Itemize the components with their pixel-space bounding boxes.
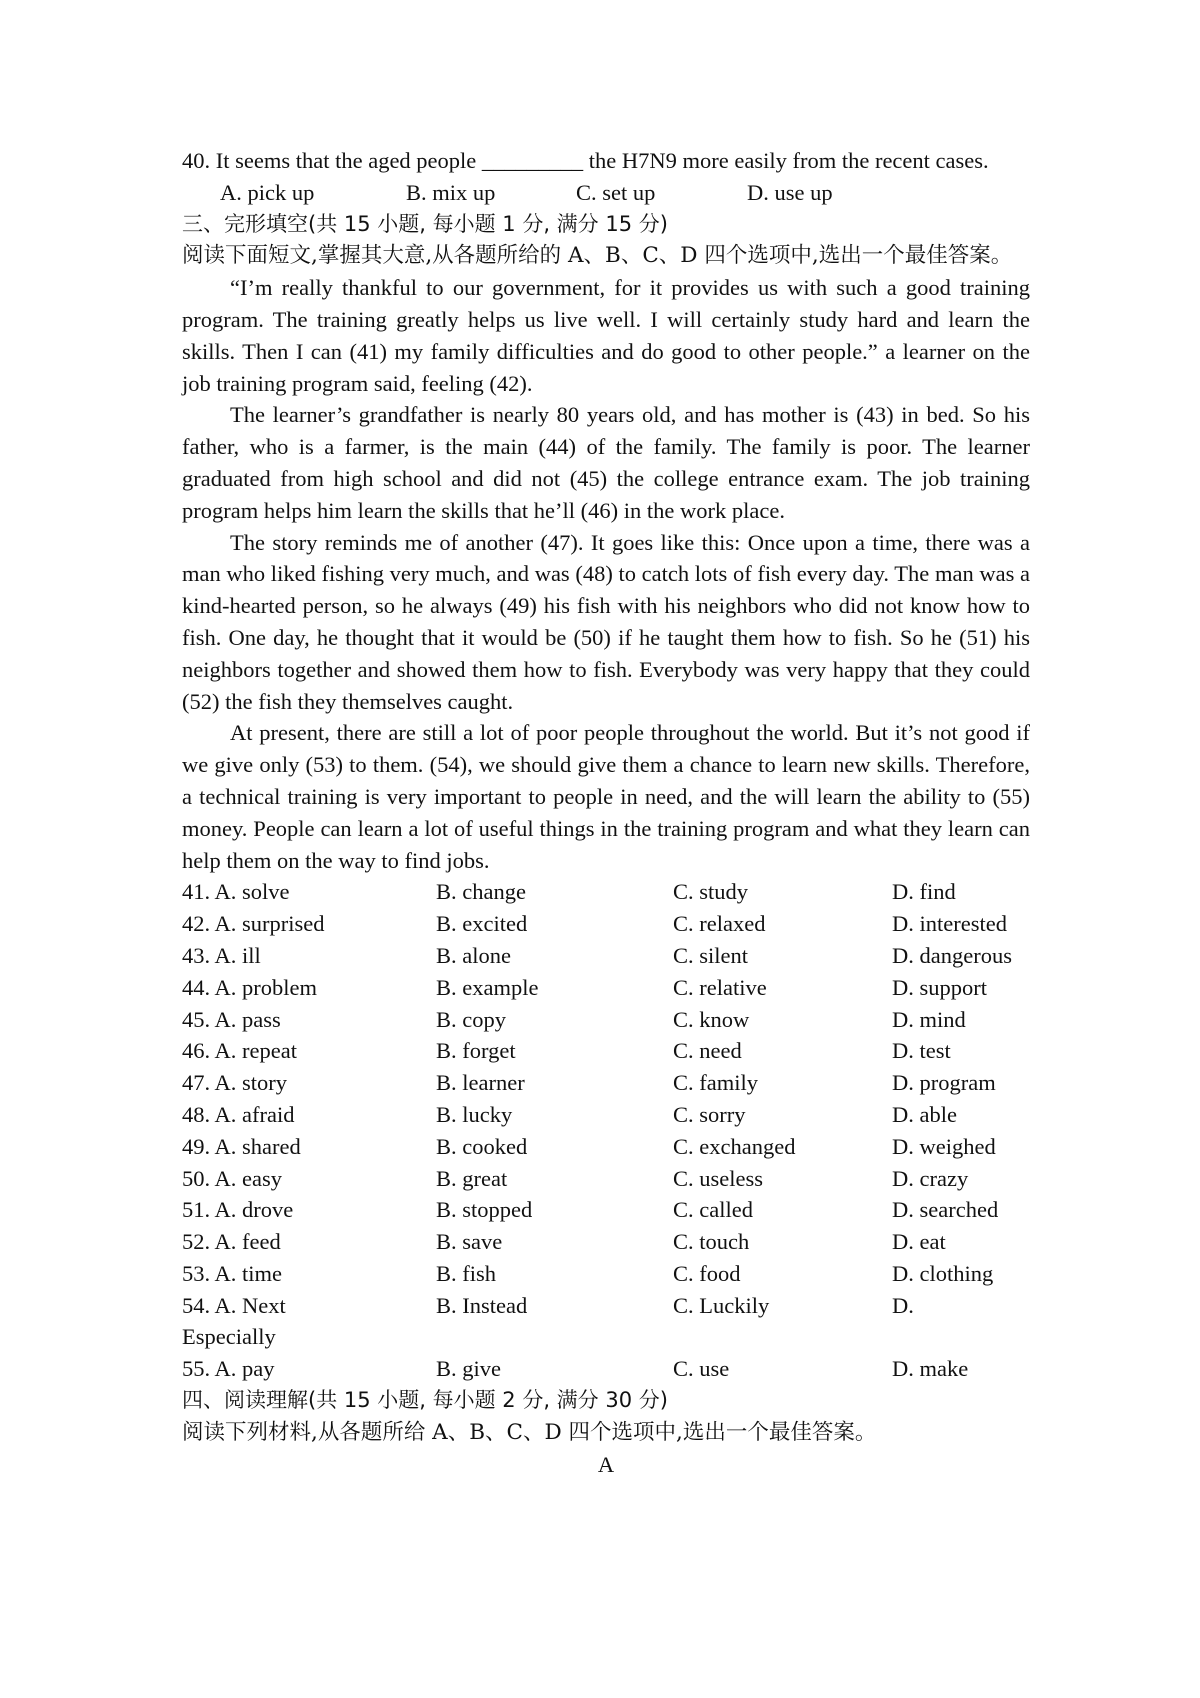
option-a: 42. A. surprised: [182, 911, 325, 937]
option-c: C. relaxed: [673, 911, 766, 937]
option-c: C. Luckily: [673, 1292, 770, 1318]
option-d: D. support: [892, 974, 987, 1000]
option-d: D. clothing: [892, 1260, 994, 1286]
option-c: C. relative: [673, 974, 767, 1000]
option-d: D. make: [892, 1356, 969, 1382]
option-b: B. copy: [436, 1006, 506, 1032]
option-d: D. find: [892, 879, 956, 905]
option-d: D. mind: [892, 1006, 966, 1032]
option-c: C. touch: [673, 1229, 750, 1255]
option-a: 51. A. drove: [182, 1197, 294, 1223]
question-row: [182, 940, 1030, 972]
option-a: 52. A. feed: [182, 1229, 281, 1255]
option-d: D. program: [892, 1070, 996, 1096]
option-d: D. eat: [892, 1229, 946, 1255]
option-b: B. save: [436, 1229, 503, 1255]
question-row: [182, 972, 1030, 1004]
option-b: B. forget: [436, 1038, 516, 1064]
option-b: B. lucky: [436, 1101, 513, 1127]
option-a: 53. A. time: [182, 1260, 282, 1286]
q40-options: [182, 177, 1030, 209]
option-d: D. searched: [892, 1197, 999, 1223]
question-row: [182, 1004, 1030, 1036]
section3-instruction: 阅读下面短文,掌握其大意,从各题所给的 A、B、C、D 四个选项中,选出一个最佳答案。: [182, 243, 1013, 269]
option-b: B. Instead: [436, 1292, 528, 1318]
option-a: 54. A. Next: [182, 1292, 286, 1318]
q54-option-d-continuation: Especially: [182, 1324, 276, 1350]
question-row: [182, 876, 1030, 908]
question-row: [182, 1290, 1030, 1322]
option-d: D. able: [892, 1101, 957, 1127]
option-c: C. silent: [673, 942, 749, 968]
option-c: C. use: [673, 1356, 730, 1382]
question-row: [182, 1067, 1030, 1099]
section4-title: 四、阅读理解(共 15 小题, 每小题 2 分, 满分 30 分): [182, 1388, 668, 1413]
q40-stem: 40. It seems that the aged people _________ the H7N9 more easily from the recent cases.: [182, 148, 989, 173]
section4-instruction: 阅读下列材料,从各题所给 A、B、C、D 四个选项中,选出一个最佳答案。: [182, 1419, 877, 1445]
option-c: C. family: [673, 1070, 758, 1096]
option-d: D. crazy: [892, 1165, 969, 1191]
option-b: B. change: [436, 879, 526, 905]
q40-option-c: C. set up: [576, 179, 656, 205]
option-a: 45. A. pass: [182, 1006, 281, 1032]
option-a: 55. A. pay: [182, 1356, 275, 1382]
option-a: 44. A. problem: [182, 974, 317, 1000]
option-a: 43. A. ill: [182, 942, 261, 968]
cloze-options-list: [182, 876, 1030, 1385]
option-c: C. sorry: [673, 1101, 746, 1127]
option-b: B. example: [436, 974, 539, 1000]
option-d: D.: [892, 1292, 914, 1318]
option-a: 46. A. repeat: [182, 1038, 297, 1064]
question-row: [182, 1226, 1030, 1258]
option-b: B. give: [436, 1356, 501, 1382]
q40-option-a: A. pick up: [220, 179, 315, 205]
cloze-paragraph-1: “I’m really thankful to our government, for it provides us with such a good training program. The training greatly helps us live well. I will certainly study hard and learn the skills. Then I can (41) my family difficulties and do good to other people.” a learner on the job training program said, feeling (42).: [182, 275, 1030, 396]
option-a: 48. A. afraid: [182, 1101, 295, 1127]
option-a: 50. A. easy: [182, 1165, 282, 1191]
exam-page: [182, 145, 1030, 1480]
question-row: [182, 1099, 1030, 1131]
option-b: B. excited: [436, 911, 528, 937]
option-c: C. know: [673, 1006, 750, 1032]
option-c: C. called: [673, 1197, 753, 1223]
question-row: [182, 1163, 1030, 1195]
option-b: B. learner: [436, 1070, 525, 1096]
option-b: B. cooked: [436, 1133, 528, 1159]
cloze-paragraph-3: The story reminds me of another (47). It goes like this: Once upon a time, there was a man who liked fishing very much, and was (48) to catch lots of fish every day. The man was a kind-hearted person, so he always (49) his fish with his neighbors who did not know how to fish. One day, he thought that it would be (50) if he taught them how to fish. So he (51) his neighbors together and showed them how to fish. Everybody was very happy that they could (52) the fish they themselves caught.: [182, 529, 1030, 714]
q40-option-b: B. mix up: [406, 179, 496, 205]
q40-option-d: D. use up: [747, 179, 833, 205]
question-row: [182, 1258, 1030, 1290]
option-a: 49. A. shared: [182, 1133, 301, 1159]
option-c: C. exchanged: [673, 1133, 796, 1159]
option-b: B. great: [436, 1165, 508, 1191]
passage-label: A: [597, 1451, 615, 1477]
cloze-paragraph-4: At present, there are still a lot of poor people throughout the world. But it’s not good if we give only (53) to them. (54), we should give them a chance to learn new skills. Therefore, a technical training is very important to people in need, and the will learn the ability to (55) money. People can learn a lot of useful things in the training program and what they learn can help them on the way to find jobs.: [182, 720, 1030, 873]
question-row: [182, 1035, 1030, 1067]
option-d: D. interested: [892, 911, 1007, 937]
option-a: 47. A. story: [182, 1070, 288, 1096]
option-d: D. test: [892, 1038, 951, 1064]
question-row: [182, 908, 1030, 940]
question-row: [182, 1353, 1030, 1385]
option-b: B. stopped: [436, 1197, 533, 1223]
question-row: [182, 1194, 1030, 1226]
cloze-paragraph-2: The learner’s grandfather is nearly 80 years old, and has mother is (43) in bed. So his father, who is a farmer, is the main (44) of the family. The family is poor. The learner graduated from high school and did not (45) the college entrance exam. The job training program helps him learn the skills that he’ll (46) in the work place.: [182, 402, 1030, 523]
option-b: B. fish: [436, 1260, 497, 1286]
question-row: [182, 1131, 1030, 1163]
option-c: C. food: [673, 1260, 741, 1286]
option-c: C. useless: [673, 1165, 763, 1191]
option-c: C. study: [673, 879, 749, 905]
option-b: B. alone: [436, 942, 511, 968]
option-c: C. need: [673, 1038, 742, 1064]
option-d: D. weighed: [892, 1133, 996, 1159]
option-a: 41. A. solve: [182, 879, 290, 905]
section3-title: 三、完形填空(共 15 小题, 每小题 1 分, 满分 15 分): [182, 211, 668, 236]
option-d: D. dangerous: [892, 942, 1012, 968]
